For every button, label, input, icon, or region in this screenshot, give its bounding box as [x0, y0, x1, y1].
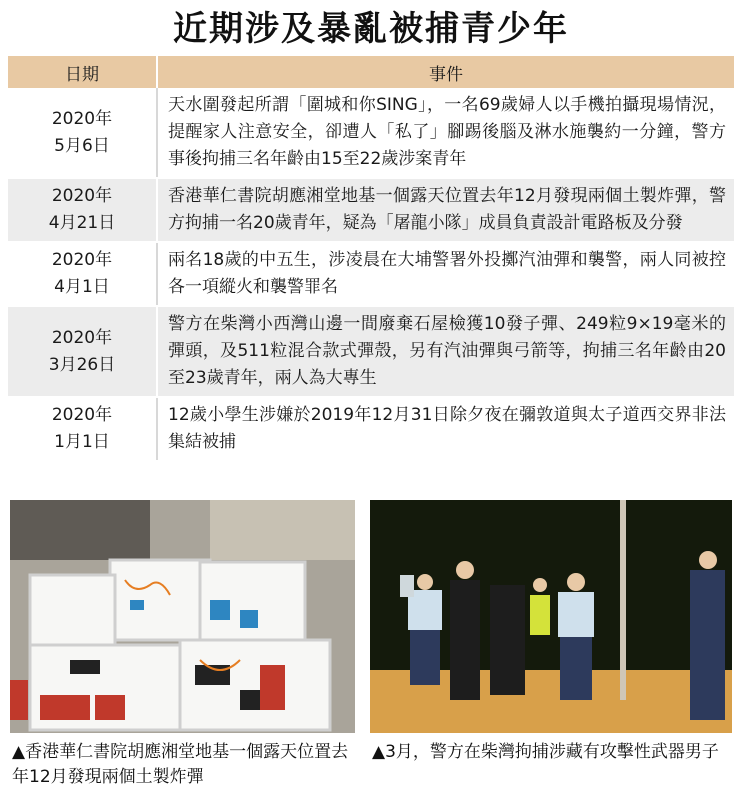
row-event: 兩名18歲的中五生，涉凌晨在大埔警署外投擲汽油彈和襲警，兩人同被控各一項縱火和襲警罪名: [157, 242, 734, 306]
photo-police-arrest-chai-wan: [370, 500, 732, 733]
date-day: 3月26日: [48, 354, 116, 375]
header-date: 日期: [8, 56, 157, 88]
events-table: [8, 56, 734, 462]
header-event: 事件: [157, 56, 734, 88]
page-title: 近期涉及暴亂被捕青少年: [173, 9, 569, 49]
row-event: 12歲小學生涉嫌於2019年12月31日除夕夜在彌敦道與太子道西交界非法集結被捕: [157, 397, 734, 461]
evidence-trays-illustration: [10, 500, 355, 733]
row-event: 警方在柴灣小西灣山邊一間廢棄石屋檢獲10發子彈、249粒9×19毫米的彈頭，及511粒混合款式彈殼，另有汽油彈與弓箭等，拘捕三名年齡由20至23歲青年，兩人為大專生: [157, 306, 734, 397]
date-year: 2020年: [51, 327, 113, 348]
date-year: 2020年: [51, 108, 113, 129]
date-day: 4月21日: [48, 213, 116, 233]
row-date: [8, 88, 157, 178]
row-date: [8, 306, 157, 397]
date-year: 2020年: [51, 186, 113, 206]
table-row: [8, 178, 734, 242]
date-day: 1月1日: [54, 432, 110, 452]
table-row: [8, 306, 734, 397]
row-date: [8, 178, 157, 242]
photo-homemade-bomb-components: [10, 500, 355, 733]
night-arrest-illustration: [370, 500, 732, 733]
date-day: 4月1日: [54, 277, 110, 297]
table-row: [8, 397, 734, 461]
photo-caption-arrest: ▲3月，警方在柴灣拘捕涉藏有攻擊性武器男子: [372, 742, 719, 762]
date-year: 2020年: [51, 405, 113, 425]
date-day: 5月6日: [54, 135, 110, 156]
row-date: [8, 397, 157, 461]
photo-caption-bomb: ▲香港華仁書院胡應湘堂地基一個露天位置去年12月發現兩個土製炸彈: [12, 742, 349, 787]
row-event: 香港華仁書院胡應湘堂地基一個露天位置去年12月發現兩個土製炸彈，警方拘捕一名20歲青年，疑為「屠龍小隊」成員負責設計電路板及分發: [157, 178, 734, 242]
row-date: [8, 242, 157, 306]
table-row: [8, 242, 734, 306]
table-header-row: [8, 56, 734, 88]
row-event: 天水圍發起所謂「圍城和你SING」，一名69歲婦人以手機拍攝現場情況，提醒家人注意安全，卻遭人「私了」腳踢後腦及淋水施襲約一分鐘，警方事後拘捕三名年齡由15至22歲涉案青年: [157, 88, 734, 178]
date-year: 2020年: [51, 250, 113, 270]
table-row: [8, 88, 734, 178]
